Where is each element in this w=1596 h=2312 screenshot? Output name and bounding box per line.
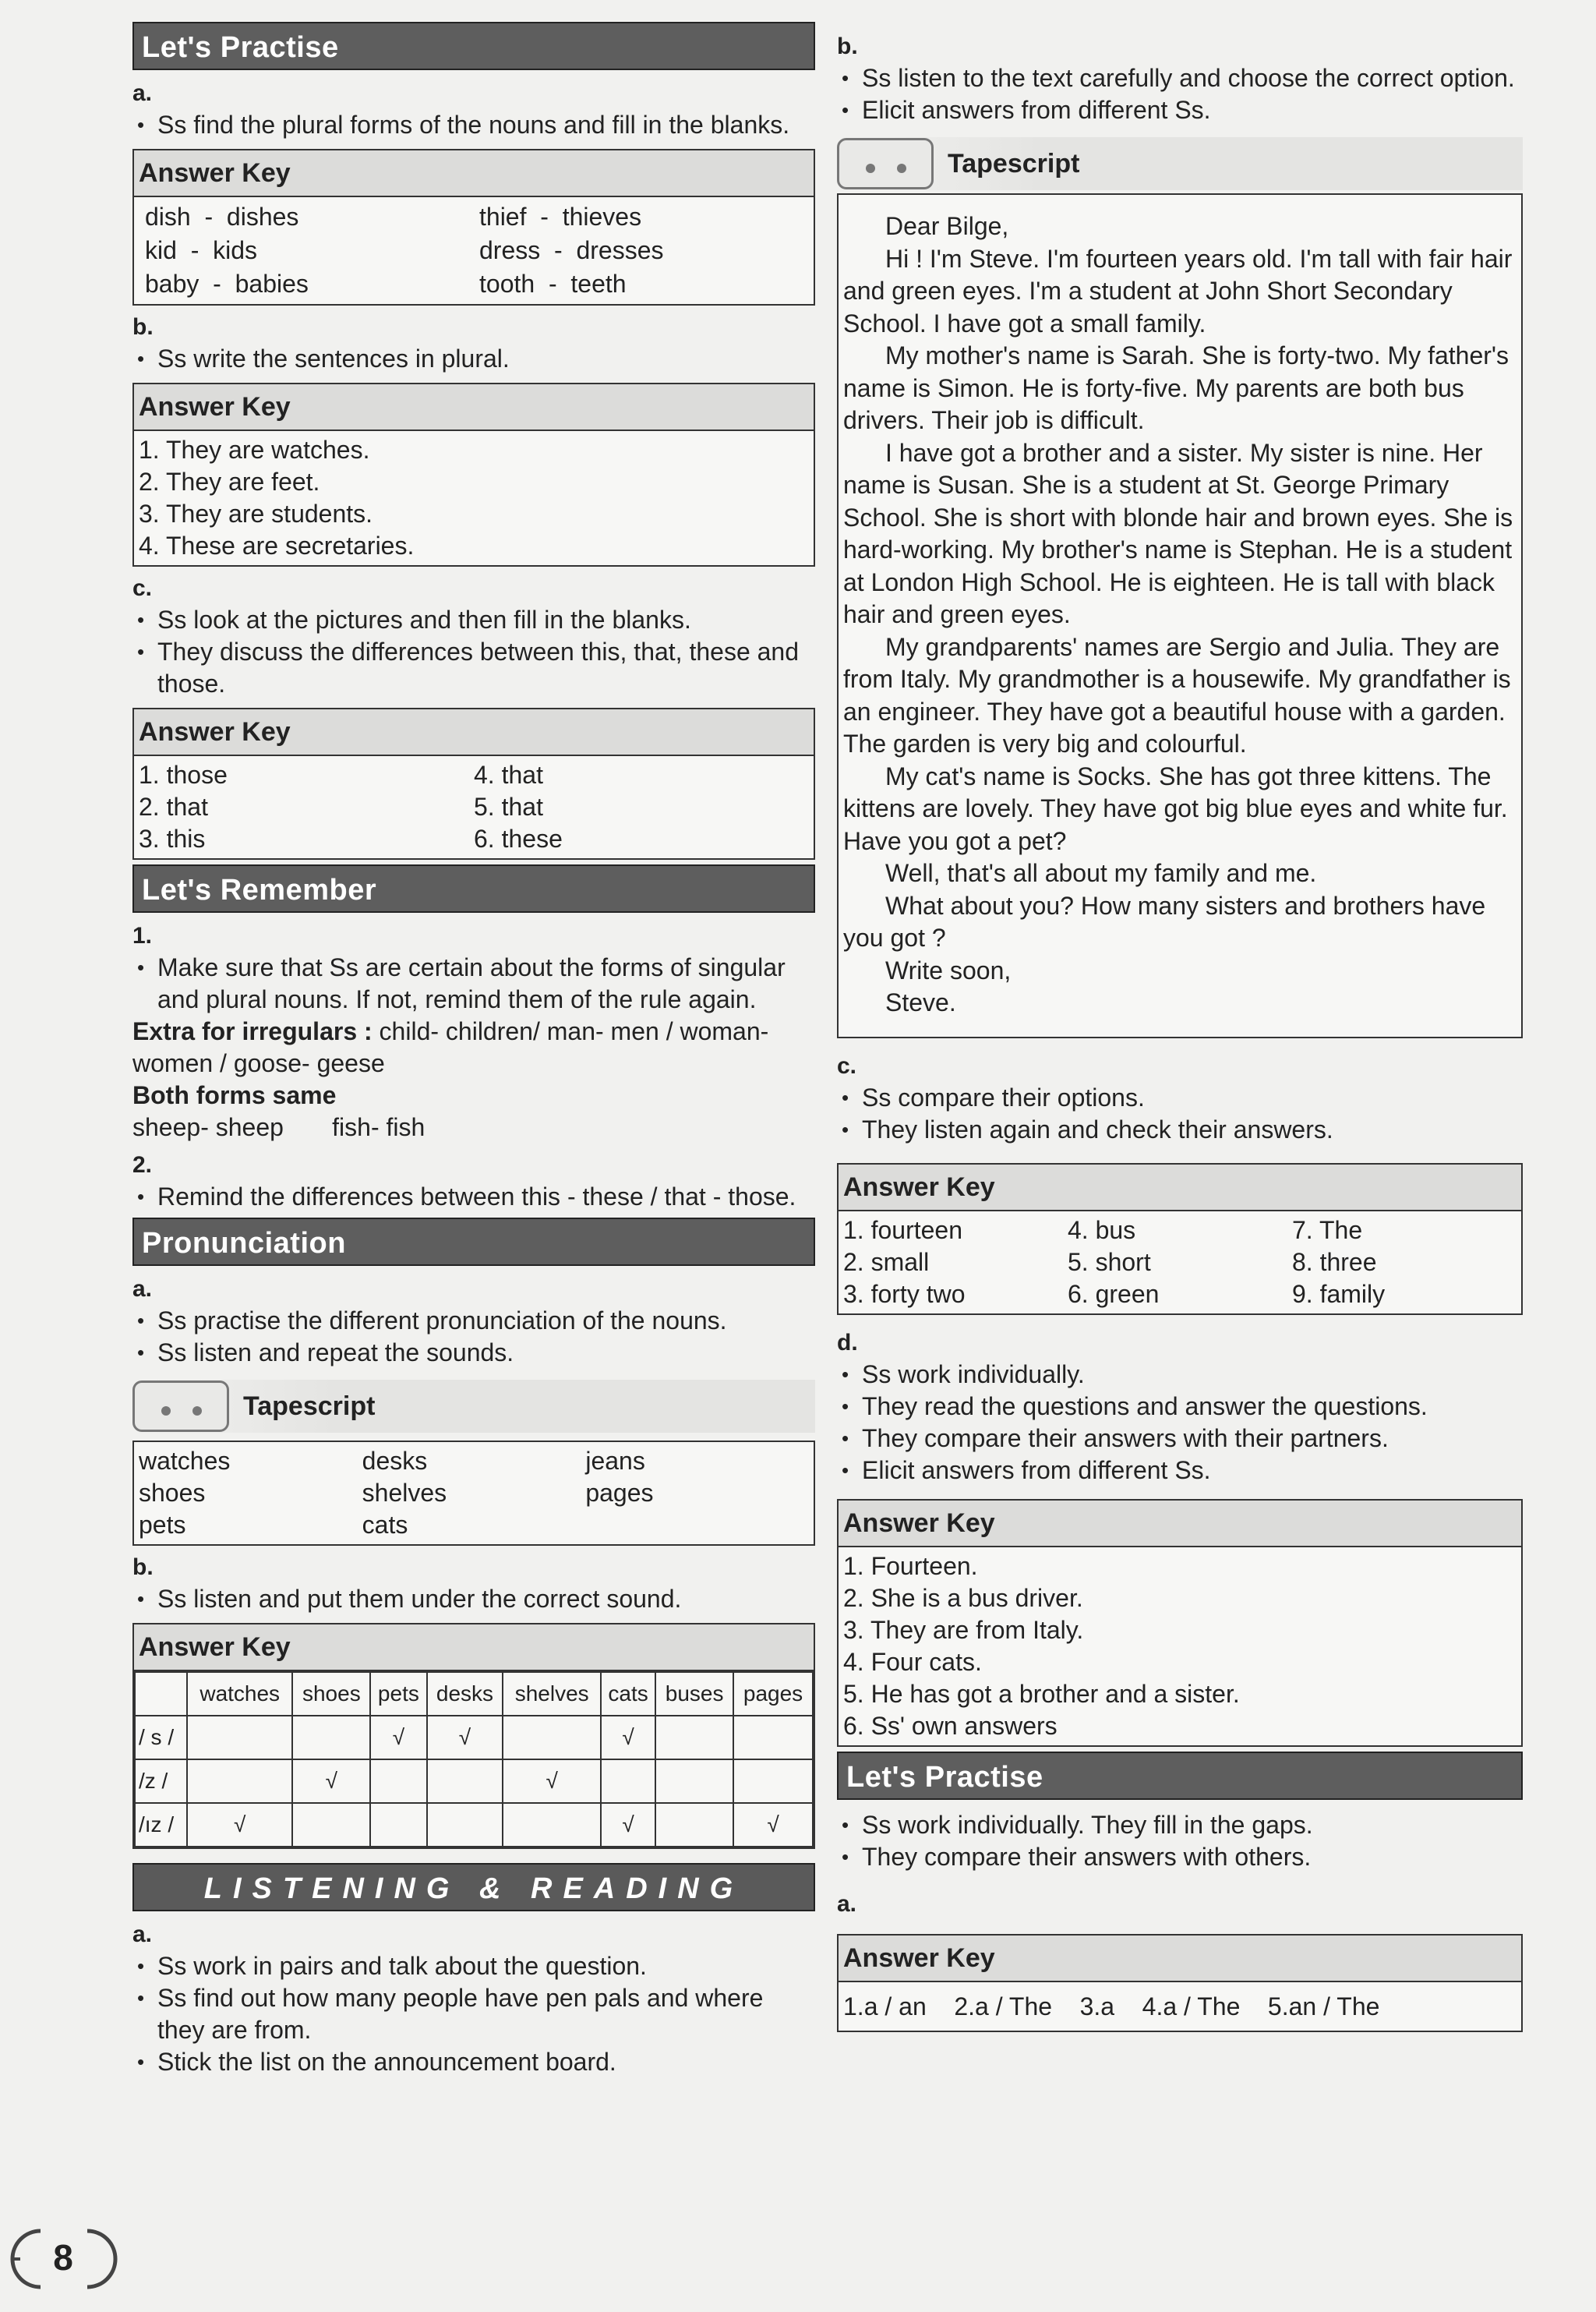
table-cell — [370, 1759, 426, 1803]
answer-line: 3. They are students. — [139, 500, 373, 528]
subsection-letter: a. — [837, 1890, 857, 1917]
bullet-item: • Ss practise the different pronunciation of the nouns. — [132, 1305, 815, 1337]
bullet-item: • Ss look at the pictures and then fill in the blanks. — [132, 604, 815, 636]
tapescript-words-box — [132, 1441, 815, 1546]
grid-cell: 1. fourteen — [843, 1215, 962, 1244]
grid-cell: 5. that — [474, 793, 543, 821]
letter-paragraph: Hi ! I'm Steve. I'm fourteen years old. I'm tall with fair hair and green eyes. I'm a student at John Short Secondary School. I have got a small family. — [843, 244, 1513, 338]
answer-key-title: Answer Key — [839, 1936, 1521, 1982]
grid-cell: 4. that — [474, 761, 543, 789]
subsection-letter: a. — [132, 1276, 153, 1302]
table-cell: √ — [503, 1759, 601, 1803]
left-column — [132, 17, 815, 2078]
subsection-letter: c. — [132, 575, 153, 601]
grid-cell: 5. short — [1068, 1247, 1151, 1276]
answer-key-box — [132, 1623, 815, 1849]
section-bar-lets-remember: Let's Remember — [132, 864, 815, 913]
answer-key-box — [132, 383, 815, 567]
tapescript-label: Tapescript — [243, 1391, 376, 1421]
bullet-item: • Make sure that Ss are certain about the forms of singular and plural nouns. If not, remind them of the rule again. — [132, 952, 815, 1016]
both-forms-text: sheep- sheep fish- fish — [132, 1113, 425, 1141]
bullet-item: • Elicit answers from different Ss. — [837, 1455, 1523, 1487]
table-cell: √ — [187, 1803, 292, 1847]
column-header: pages — [733, 1672, 813, 1716]
bullet-item: • Ss work individually. — [837, 1359, 1523, 1391]
subsection-letter: b. — [837, 34, 858, 59]
bullet-list — [132, 343, 815, 375]
table-cell — [370, 1803, 426, 1847]
table-cell — [503, 1803, 601, 1847]
bullet-item: • Ss work in pairs and talk about the question. — [132, 1950, 815, 1982]
grid-cell: 4. bus — [1068, 1215, 1136, 1244]
extra-irregulars — [132, 1016, 815, 1080]
bullet-item: • Stick the list on the announcement board. — [132, 2046, 815, 2078]
bullet-item: • Ss write the sentences in plural. — [132, 343, 815, 375]
table-cell: √ — [601, 1716, 655, 1759]
bullet-list — [132, 952, 815, 1016]
subsection-number: 2. — [132, 1152, 153, 1178]
table-row — [135, 1716, 813, 1759]
section-bar-pronunciation: Pronunciation — [132, 1218, 815, 1266]
letter-paragraph: Steve. — [885, 988, 956, 1016]
bullet-list — [837, 62, 1523, 126]
grid-cell: 6. these — [474, 825, 563, 853]
answer-key-body — [839, 1211, 1521, 1313]
extra-irregulars-text: child- children/ man- men / woman- women / goose- geese — [132, 1017, 769, 1077]
answer-line: 3. They are from Italy. — [843, 1615, 1084, 1644]
extra-irregulars-label: Extra for irregulars : — [132, 1017, 373, 1045]
table-cell: √ — [370, 1716, 426, 1759]
table-cell — [427, 1803, 503, 1847]
answer-key-title: Answer Key — [134, 384, 814, 431]
table-cell — [292, 1716, 370, 1759]
grid-cell: 1. those — [139, 761, 228, 789]
table-cell: √ — [601, 1803, 655, 1847]
cassette-icon — [132, 1380, 229, 1432]
grid-cell: shoes — [139, 1479, 206, 1507]
answer-key-box — [837, 1499, 1523, 1747]
table-cell: √ — [292, 1759, 370, 1803]
column-header: desks — [427, 1672, 503, 1716]
column-header: cats — [601, 1672, 655, 1716]
bullet-item: • Ss find the plural forms of the nouns and fill in the blanks. — [132, 109, 815, 141]
table-cell — [187, 1716, 292, 1759]
answer-key-title: Answer Key — [134, 1624, 814, 1671]
table-cell — [733, 1716, 813, 1759]
grid-cell: shelves — [362, 1479, 447, 1507]
grid-cell: 9. family — [1292, 1279, 1386, 1308]
column-header: pets — [370, 1672, 426, 1716]
answer-line: 5. He has got a brother and a sister. — [843, 1679, 1240, 1708]
grid-cell: 6. green — [1068, 1279, 1160, 1308]
answer-line: 2. She is a bus driver. — [843, 1583, 1083, 1612]
grid-cell: desks — [362, 1447, 428, 1475]
letter-paragraph: Write soon, — [885, 956, 1012, 985]
tapescript-header — [132, 1380, 815, 1433]
bullet-item: • Remind the differences between this - these / that - those. — [132, 1181, 815, 1213]
table-cell — [655, 1803, 733, 1847]
bullet-list — [132, 1583, 815, 1615]
bullet-item: • Elicit answers from different Ss. — [837, 94, 1523, 126]
row-header: /z / — [135, 1759, 187, 1803]
answer-key-body — [134, 431, 814, 565]
grid-cell: thief - thieves — [479, 203, 642, 231]
letter-paragraph: What about you? How many sisters and brothers have you got ? — [843, 891, 1486, 952]
letter-paragraph: My mother's name is Sarah. She is forty-two. My father's name is Simon. He is forty-five. My parents are both bus drivers. Their job is difficult. — [843, 341, 1509, 434]
bullet-list — [837, 1809, 1523, 1873]
answer-line: 2. They are feet. — [139, 468, 320, 496]
bullet-list — [132, 1181, 815, 1213]
cassette-icon — [837, 138, 934, 189]
subsection-letter: a. — [132, 80, 153, 106]
table-cell — [733, 1759, 813, 1803]
answer-key-title: Answer Key — [134, 709, 814, 756]
answer-key-body — [839, 1547, 1521, 1745]
bullet-item: • Ss listen and put them under the correct sound. — [132, 1583, 815, 1615]
tapescript-header — [837, 137, 1523, 190]
bullet-item: • They compare their answers with their partners. — [837, 1423, 1523, 1455]
bullet-item: • Ss find out how many people have pen pals and where they are from. — [132, 1982, 815, 2046]
tapescript-letter — [837, 193, 1523, 1038]
bullet-item: • Ss listen to the text carefully and choose the correct option. — [837, 62, 1523, 94]
table-cell — [503, 1716, 601, 1759]
letter-paragraph: I have got a brother and a sister. My sister is nine. Her name is Susan. She is a student at St. George Primary School. She is short with blonde hair and brown eyes. She is hard-working. My brother's name is Stephan. He is a student at London High School. He is eighteen. He is tall with black hair and green eyes. — [843, 438, 1513, 628]
grid-cell: baby - babies — [145, 270, 309, 298]
grid-cell: 2. small — [843, 1247, 930, 1276]
answer-line: 4. These are secretaries. — [139, 532, 415, 560]
table-cell: √ — [733, 1803, 813, 1847]
subsection-letter: c. — [837, 1052, 857, 1079]
answer-key-title: Answer Key — [839, 1501, 1521, 1547]
both-forms-label: Both forms same — [132, 1081, 337, 1109]
grid-cell: 2. that — [139, 793, 208, 821]
bullet-item: • They compare their answers with others. — [837, 1841, 1523, 1873]
subsection-letter: d. — [837, 1329, 858, 1356]
table-cell — [601, 1759, 655, 1803]
grid-cell: 8. three — [1292, 1247, 1377, 1276]
grid-cell: cats — [362, 1511, 408, 1539]
row-header: / s / — [135, 1716, 187, 1759]
table-corner — [135, 1672, 187, 1716]
table-row — [135, 1803, 813, 1847]
answer-line: 4. Four cats. — [843, 1647, 982, 1676]
right-column — [837, 25, 1523, 2037]
table-row — [135, 1759, 813, 1803]
bullet-item: • Ss listen and repeat the sounds. — [132, 1337, 815, 1369]
column-header: shelves — [503, 1672, 601, 1716]
grid-cell — [585, 1509, 809, 1541]
bullet-list — [132, 1950, 815, 2078]
grid-cell: tooth - teeth — [479, 270, 627, 298]
answer-line: 6. Ss' own answers — [843, 1711, 1058, 1740]
tapescript-words — [134, 1442, 814, 1544]
answer-key-body — [134, 756, 814, 858]
grid-cell: 7. The — [1292, 1215, 1363, 1244]
grid-cell: dress - dresses — [479, 236, 664, 264]
bullet-list — [837, 1082, 1523, 1146]
answer-key-box — [132, 149, 815, 306]
answer-key-title: Answer Key — [839, 1165, 1521, 1211]
table-cell — [655, 1759, 733, 1803]
answer-line: 1. They are watches. — [139, 436, 370, 464]
answer-key-box — [837, 1163, 1523, 1315]
tapescript-label: Tapescript — [948, 148, 1080, 179]
answer-key-box — [837, 1934, 1523, 2032]
column-header: buses — [655, 1672, 733, 1716]
grid-cell: pages — [585, 1479, 654, 1507]
letter-paragraph: My grandparents' names are Sergio and Julia. They are from Italy. My grandmother is a housewife. My grandfather is an engineer. They have got a beautiful house with a garden. The garden is very big and colourful. — [843, 632, 1511, 758]
letter-paragraph: My cat's name is Socks. She has got three kittens. The kittens are lovely. They have got big blue eyes and white fur. Have you got a pet? — [843, 762, 1508, 855]
bullet-list — [837, 1359, 1523, 1487]
grid-cell: 3. this — [139, 825, 206, 853]
bullet-list — [132, 1305, 815, 1369]
page-number: 8 — [53, 2237, 73, 2278]
sound-table — [134, 1671, 814, 1847]
bullet-item: • They read the questions and answer the questions. — [837, 1391, 1523, 1423]
bullet-item: • They listen again and check their answers. — [837, 1114, 1523, 1146]
table-cell — [655, 1716, 733, 1759]
subsection-number: 1. — [132, 923, 153, 949]
grid-cell: pets — [139, 1511, 186, 1539]
grid-cell: jeans — [585, 1447, 645, 1475]
letter-paragraph: Dear Bilge, — [885, 212, 1009, 240]
table-cell — [187, 1759, 292, 1803]
answer-line: 1. Fourteen. — [843, 1551, 978, 1580]
bullet-list — [132, 109, 815, 141]
letter-paragraph: Well, that's all about my family and me. — [885, 859, 1317, 887]
bullet-item: • Ss compare their options. — [837, 1082, 1523, 1114]
subsection-letter: b. — [132, 1554, 154, 1580]
bullet-list — [132, 604, 815, 700]
subsection-letter: b. — [132, 314, 154, 340]
answer-key-body — [134, 197, 814, 304]
answer-key-box — [132, 708, 815, 860]
column-header: shoes — [292, 1672, 370, 1716]
answer-key-title: Answer Key — [134, 150, 814, 197]
answer-key-body: 1.a / an 2.a / The 3.a 4.a / The 5.an / The — [843, 1992, 1380, 2020]
bullet-item: • Ss work individually. They fill in the gaps. — [837, 1809, 1523, 1841]
grid-cell: dish - dishes — [145, 203, 299, 231]
grid-cell: 3. forty two — [843, 1279, 966, 1308]
grid-cell: watches — [139, 1447, 231, 1475]
bullet-item: • They discuss the differences between this, that, these and those. — [132, 636, 815, 700]
subsection-letter: a. — [132, 1921, 153, 1947]
section-bar-lets-practise: Let's Practise — [132, 22, 815, 70]
row-header: /ız / — [135, 1803, 187, 1847]
table-cell: √ — [427, 1716, 503, 1759]
table-cell — [292, 1803, 370, 1847]
section-bar-listening-reading: LISTENING & READING — [132, 1863, 815, 1911]
table-cell — [427, 1759, 503, 1803]
grid-cell: kid - kids — [145, 236, 258, 264]
column-header: watches — [187, 1672, 292, 1716]
section-bar-lets-practise: Let's Practise — [837, 1752, 1523, 1800]
